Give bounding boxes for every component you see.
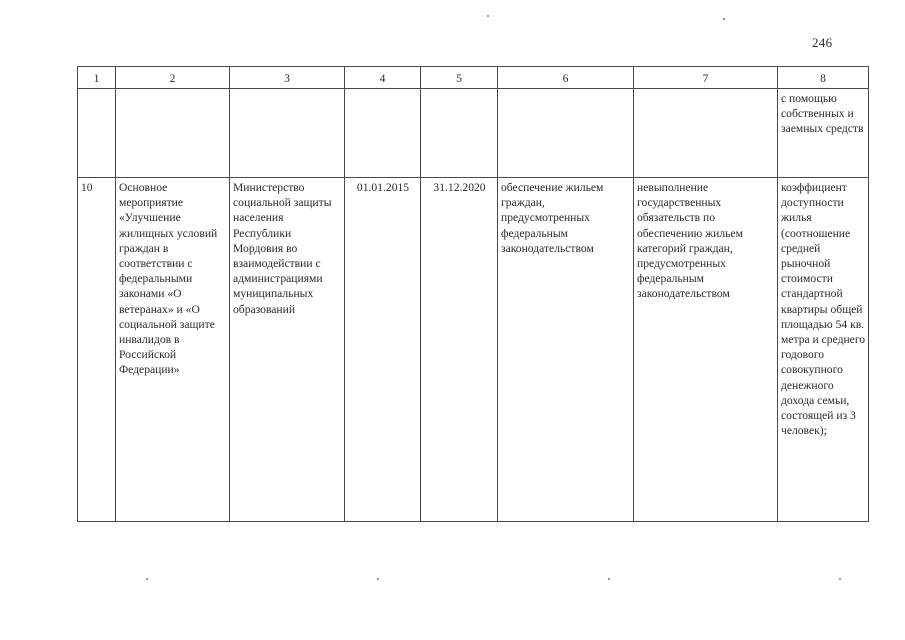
cell-consequence bbox=[634, 89, 778, 178]
cell-executor bbox=[230, 89, 345, 178]
cell-number: 10 bbox=[78, 178, 116, 522]
cell-event bbox=[116, 89, 230, 178]
program-table bbox=[77, 66, 869, 522]
cell-executor: Министерство социальной защиты населения Республики Мордовия во взаимодействии с администрациями муниципальных образований bbox=[230, 178, 345, 522]
cell-start-date bbox=[345, 89, 421, 178]
cell-consequence: невыполнение государственных обязательств по обеспечению жильем категорий граждан, предусмотренных федеральным законодательством bbox=[634, 178, 778, 522]
cell-expected-result bbox=[498, 89, 634, 178]
cell-number bbox=[78, 89, 116, 178]
column-header-8: 8 bbox=[778, 67, 869, 89]
page-number: 246 bbox=[812, 35, 833, 50]
column-header-7: 7 bbox=[634, 67, 778, 89]
scan-speck bbox=[839, 578, 841, 580]
scan-speck bbox=[377, 578, 379, 580]
cell-start-date: 01.01.2015 bbox=[345, 178, 421, 522]
header-row bbox=[78, 67, 869, 89]
cell-indicator: с помощью собственных и заемных средств bbox=[778, 89, 869, 178]
table-row bbox=[78, 89, 869, 178]
column-header-1: 1 bbox=[78, 67, 116, 89]
scan-speck bbox=[723, 18, 725, 20]
scan-speck bbox=[146, 578, 148, 580]
table-row bbox=[78, 178, 869, 522]
column-header-6: 6 bbox=[498, 67, 634, 89]
cell-end-date: 31.12.2020 bbox=[421, 178, 498, 522]
cell-event: Основное мероприятие «Улучшение жилищных условий граждан в соответствии с федеральными законами «О ветеранах» и «О социальной защите инвалидов в Российской Федерации» bbox=[116, 178, 230, 522]
scan-speck bbox=[608, 578, 610, 580]
column-header-5: 5 bbox=[421, 67, 498, 89]
scan-speck bbox=[487, 15, 489, 17]
cell-indicator: коэффициент доступности жилья (соотношение средней рыночной стоимости стандартной квартиры общей площадью 54 кв. метра и среднего годового совокупного денежного дохода семьи, состоящей из 3 человек); bbox=[778, 178, 869, 522]
column-header-2: 2 bbox=[116, 67, 230, 89]
cell-expected-result: обеспечение жильем граждан, предусмотренных федеральным законодательством bbox=[498, 178, 634, 522]
column-header-3: 3 bbox=[230, 67, 345, 89]
column-header-4: 4 bbox=[345, 67, 421, 89]
cell-end-date bbox=[421, 89, 498, 178]
